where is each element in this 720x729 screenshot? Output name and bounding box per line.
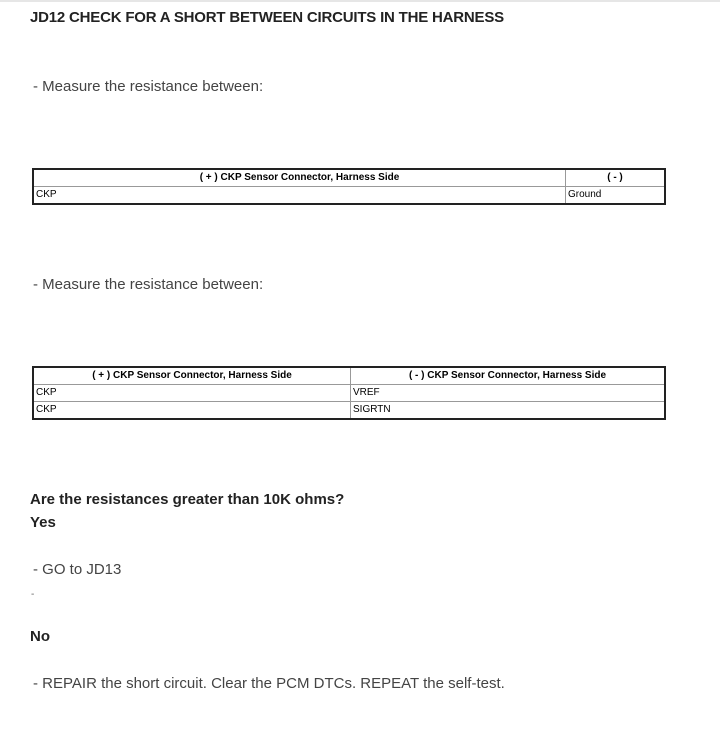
step-instruction-1: - Measure the resistance between: — [33, 78, 264, 95]
table-row — [33, 385, 665, 402]
table-cell: CKP — [33, 402, 351, 420]
no-label: No — [30, 628, 50, 645]
table-row — [33, 187, 665, 205]
no-action: - REPAIR the short circuit. Clear the PCM DTCs. REPEAT the self-test. — [33, 675, 505, 692]
resistance-table-1 — [32, 168, 666, 205]
table-header-row — [33, 169, 665, 187]
resistance-table-2 — [32, 366, 666, 420]
table-header: ( - ) CKP Sensor Connector, Harness Side — [351, 367, 666, 385]
yes-label: Yes — [30, 514, 56, 531]
yes-action: - GO to JD13 — [33, 561, 122, 578]
page-title: JD12 CHECK FOR A SHORT BETWEEN CIRCUITS IN THE HARNESS — [30, 9, 504, 26]
question: Are the resistances greater than 10K ohms? — [30, 491, 345, 508]
table-cell: SIGRTN — [351, 402, 666, 420]
table-cell: VREF — [351, 385, 666, 402]
table-header-row — [33, 367, 665, 385]
table-cell: Ground — [566, 187, 666, 205]
separator: - — [31, 589, 35, 600]
table-header: ( - ) — [566, 169, 666, 187]
table-cell: CKP — [33, 385, 351, 402]
step-instruction-2: - Measure the resistance between: — [33, 276, 264, 293]
table-header: ( + ) CKP Sensor Connector, Harness Side — [33, 169, 566, 187]
table-row — [33, 402, 665, 420]
table-cell: CKP — [33, 187, 566, 205]
top-border — [0, 0, 720, 2]
table-header: ( + ) CKP Sensor Connector, Harness Side — [33, 367, 351, 385]
